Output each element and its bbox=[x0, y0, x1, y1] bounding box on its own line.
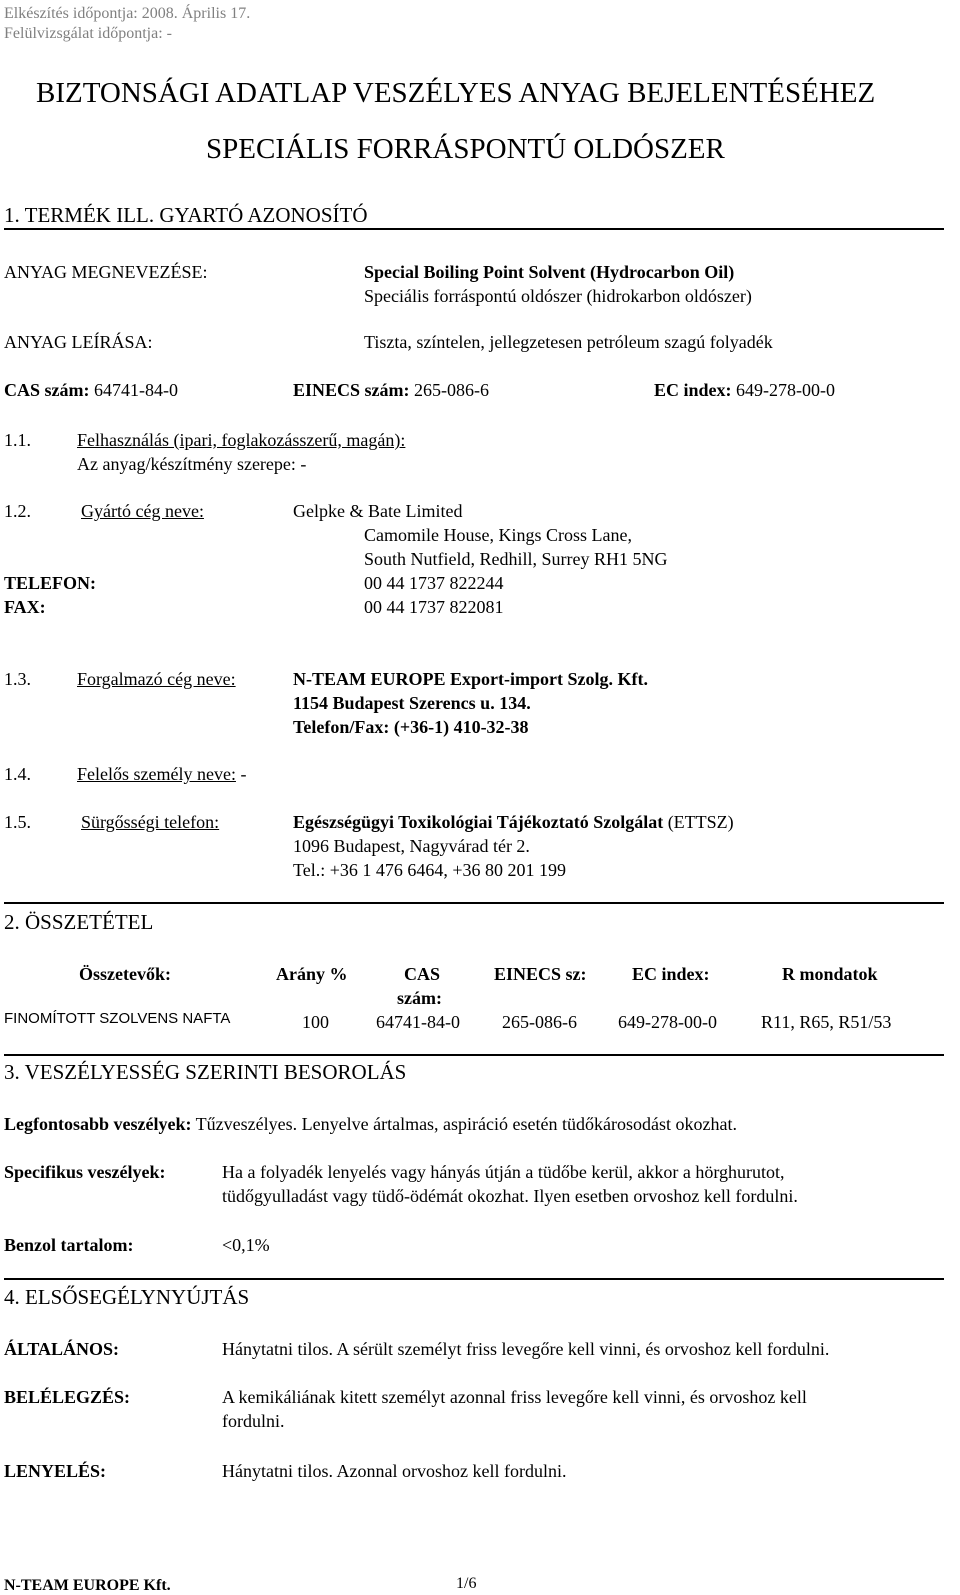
inhalation-label: BELÉLEGZÉS: bbox=[4, 1387, 131, 1407]
specific-hazards-line-2: tüdőgyulladást vagy tüdő-ödémát okozhat. Ilyen esetben orvoshoz kell fordulni. bbox=[222, 1186, 798, 1206]
product-title: SPECIÁLIS FORRÁSPONTÚ OLDÓSZER bbox=[206, 133, 725, 165]
ingestion-value: Hánytatni tilos. Azonnal orvoshoz kell fordulni. bbox=[222, 1461, 567, 1481]
benzene-value: <0,1% bbox=[222, 1235, 270, 1255]
section-4-rule bbox=[4, 1278, 944, 1280]
fax-value: 00 44 1737 822081 bbox=[364, 597, 504, 617]
distributor-address: 1154 Budapest Szerencs u. 134. bbox=[293, 693, 531, 713]
distributor-name: N-TEAM EUROPE Export-import Szolg. Kft. bbox=[293, 669, 648, 689]
inhalation-line-1: A kemikáliának kitett személyt azonnal friss levegőre kell vinni, és orvoshoz kell bbox=[222, 1387, 807, 1407]
cas-value: 64741-84-0 bbox=[94, 380, 178, 400]
s15-number: 1.5. bbox=[4, 812, 31, 832]
component-einecs: 265-086-6 bbox=[502, 1012, 577, 1032]
general-value: Hánytatni tilos. A sérült személyt friss levegőre kell vinni, és orvoshoz kell fordulni. bbox=[222, 1339, 830, 1359]
ec-value: 649-278-00-0 bbox=[736, 380, 835, 400]
col-header-ec: EC index: bbox=[632, 964, 710, 984]
component-cas: 64741-84-0 bbox=[376, 1012, 460, 1032]
manufacturer-address-1: Camomile House, Kings Cross Lane, bbox=[364, 525, 632, 545]
section-3-heading: 3. VESZÉLYESSÉG SZERINTI BESOROLÁS bbox=[4, 1060, 407, 1084]
section-2-rule bbox=[4, 902, 944, 904]
component-name: FINOMÍTOTT SZOLVENS NAFTA bbox=[4, 1010, 231, 1027]
desc-label: ANYAG LEÍRÁSA: bbox=[4, 332, 153, 352]
einecs-value: 265-086-6 bbox=[414, 380, 490, 400]
document-title: BIZTONSÁGI ADATLAP VESZÉLYES ANYAG BEJELENTÉSÉHEZ bbox=[36, 77, 876, 109]
s11-title: Felhasználás (ipari, foglakozásszerű, magán): bbox=[77, 430, 406, 450]
main-hazards-value: Tűzveszélyes. Lenyelve ártalmas, aspiráció esetén tüdőkárosodást okozhat. bbox=[191, 1114, 737, 1134]
section-1-heading: 1. TERMÉK ILL. GYARTÓ AZONOSÍTÓ bbox=[4, 203, 368, 227]
benzene-label: Benzol tartalom: bbox=[4, 1235, 134, 1255]
inhalation-line-2: fordulni. bbox=[222, 1411, 285, 1431]
s11-number: 1.1. bbox=[4, 430, 31, 450]
name-hu: Speciális forráspontú oldószer (hidrokarbon oldószer) bbox=[364, 286, 752, 306]
section-3-rule bbox=[4, 1054, 944, 1056]
s14-title: Felelős személy neve: bbox=[77, 764, 236, 784]
s13-number: 1.3. bbox=[4, 669, 31, 689]
cas-line bbox=[4, 380, 178, 401]
component-ec: 649-278-00-0 bbox=[618, 1012, 717, 1032]
emergency-org bbox=[293, 812, 734, 833]
col-header-cas-2: szám: bbox=[397, 988, 442, 1008]
s14-line bbox=[77, 764, 246, 785]
main-hazards bbox=[4, 1114, 737, 1135]
emergency-org-abbr: (ETTSZ) bbox=[663, 812, 734, 832]
col-header-components: Összetevők: bbox=[79, 964, 171, 984]
footer-company: N-TEAM EUROPE Kft. bbox=[4, 1577, 171, 1594]
einecs-line bbox=[293, 380, 489, 401]
section-1-rule bbox=[4, 228, 944, 230]
fax-label: FAX: bbox=[4, 597, 46, 617]
col-header-r: R mondatok bbox=[782, 964, 878, 984]
specific-hazards-label: Specifikus veszélyek: bbox=[4, 1162, 166, 1182]
s15-title: Sürgősségi telefon: bbox=[81, 812, 220, 832]
manufacturer-address-2: South Nutfield, Redhill, Surrey RH1 5NG bbox=[364, 549, 668, 569]
col-header-einecs: EINECS sz: bbox=[494, 964, 587, 984]
emergency-address: 1096 Budapest, Nagyvárad tér 2. bbox=[293, 836, 530, 856]
manufacturer-name: Gelpke & Bate Limited bbox=[293, 501, 463, 521]
s14-number: 1.4. bbox=[4, 764, 31, 784]
col-header-ratio: Arány % bbox=[276, 964, 348, 984]
section-4-heading: 4. ELSŐSEGÉLYNYÚJTÁS bbox=[4, 1285, 250, 1309]
distributor-phone: Telefon/Fax: (+36-1) 410-32-38 bbox=[293, 717, 529, 737]
emergency-phone: Tel.: +36 1 476 6464, +36 80 201 199 bbox=[293, 860, 567, 880]
component-ratio: 100 bbox=[302, 1012, 329, 1032]
name-en: Special Boiling Point Solvent (Hydrocarbon Oil) bbox=[364, 262, 735, 282]
emergency-org-name: Egészségügyi Toxikológiai Tájékoztató Szolgálat bbox=[293, 812, 664, 832]
ingestion-label: LENYELÉS: bbox=[4, 1461, 107, 1481]
cas-label: CAS szám: bbox=[4, 380, 90, 400]
ec-label: EC index: bbox=[654, 380, 732, 400]
s12-number: 1.2. bbox=[4, 501, 31, 521]
created-date: Elkészítés időpontja: 2008. Április 17. bbox=[4, 5, 251, 22]
telefon-value: 00 44 1737 822244 bbox=[364, 573, 504, 593]
section-2-heading: 2. ÖSSZETÉTEL bbox=[4, 910, 154, 934]
col-header-cas: CAS bbox=[404, 964, 441, 984]
s14-value: - bbox=[235, 764, 247, 784]
einecs-label: EINECS szám: bbox=[293, 380, 410, 400]
s12-title: Gyártó cég neve: bbox=[81, 501, 204, 521]
main-hazards-label: Legfontosabb veszélyek: bbox=[4, 1114, 192, 1134]
footer-page-number: 1/6 bbox=[456, 1575, 477, 1592]
ec-line bbox=[654, 380, 835, 401]
name-label: ANYAG MEGNEVEZÉSE: bbox=[4, 262, 208, 282]
component-r: R11, R65, R51/53 bbox=[761, 1012, 892, 1032]
revised-date: Felülvizsgálat időpontja: - bbox=[4, 25, 172, 42]
s11-role: Az anyag/készítmény szerepe: - bbox=[77, 454, 307, 474]
telefon-label: TELEFON: bbox=[4, 573, 97, 593]
general-label: ÁLTALÁNOS: bbox=[4, 1339, 120, 1359]
specific-hazards-line-1: Ha a folyadék lenyelés vagy hányás útján a tüdőbe kerül, akkor a hörghurutot, bbox=[222, 1162, 785, 1182]
s13-title: Forgalmazó cég neve: bbox=[77, 669, 236, 689]
desc-value: Tiszta, színtelen, jellegzetesen petróleum szagú folyadék bbox=[364, 332, 773, 352]
